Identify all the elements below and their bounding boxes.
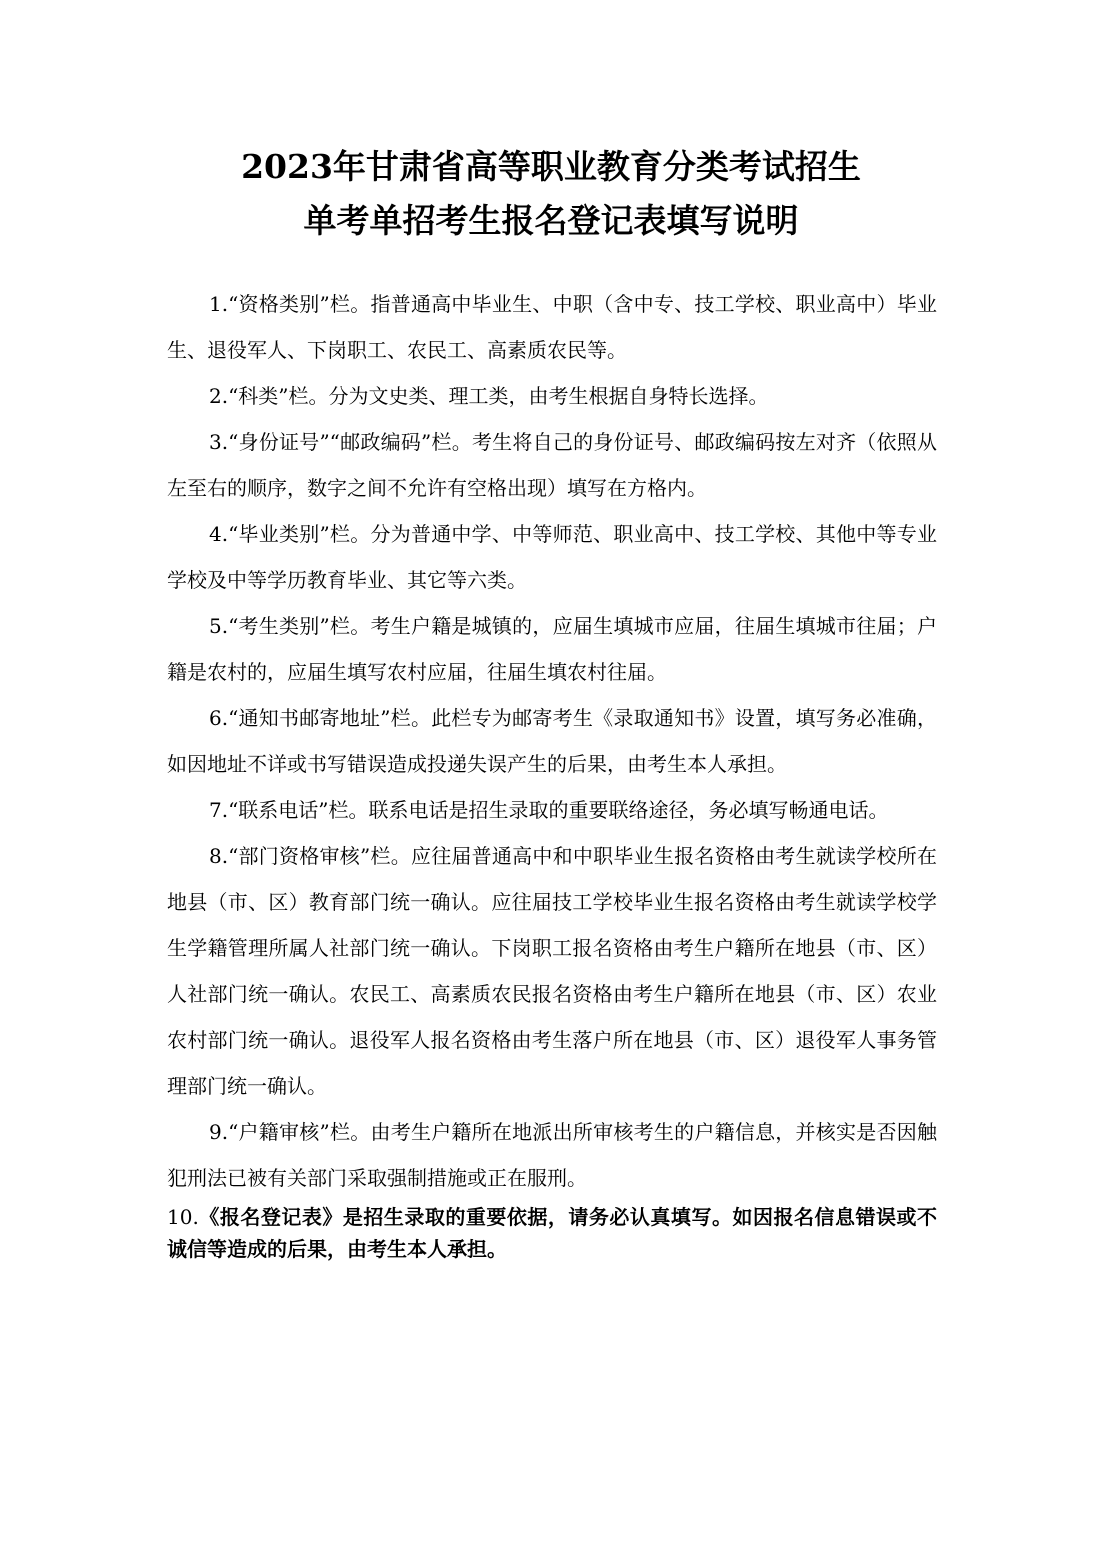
instruction-item-3: 3.“身份证号”“邮政编码”栏。考生将自己的身份证号、邮政编码按左对齐（依照从左至右的顺序，数字之间不允许有空格出现）填写在方格内。	[167, 430, 937, 500]
instructions-body	[167, 281, 937, 1265]
document-title	[0, 140, 1102, 248]
title-line-1: 2023年甘肃省高等职业教育分类考试招生	[241, 147, 861, 186]
instruction-item-1: 1.“资格类别”栏。指普通高中毕业生、中职（含中专、技工学校、职业高中）毕业生、退役军人、下岗职工、农民工、高素质农民等。	[167, 292, 937, 362]
instruction-item-9: 9.“户籍审核”栏。由考生户籍所在地派出所审核考生的户籍信息，并核实是否因触犯刑法已被有关部门采取强制措施或正在服刑。	[167, 1120, 937, 1190]
instruction-item-7: 7.“联系电话”栏。联系电话是招生录取的重要联络途径，务必填写畅通电话。	[209, 798, 889, 822]
instruction-item-10	[167, 1201, 937, 1265]
instruction-item-10-text: 《报名登记表》是招生录取的重要依据，请务必认真填写。如因报名信息错误或不诚信等造成的后果，由考生本人承担。	[167, 1205, 937, 1261]
instruction-item-4: 4.“毕业类别”栏。分为普通中学、中等师范、职业高中、技工学校、其他中等专业学校及中等学历教育毕业、其它等六类。	[167, 522, 937, 592]
instruction-item-2: 2.“科类”栏。分为文史类、理工类，由考生根据自身特长选择。	[209, 384, 769, 408]
instruction-item-10-number: 10.	[167, 1205, 199, 1229]
instruction-item-8: 8.“部门资格审核”栏。应往届普通高中和中职毕业生报名资格由考生就读学校所在地县（市、区）教育部门统一确认。应往届技工学校毕业生报名资格由考生就读学校学生学籍管理所属人社部门统一确认。下岗职工报名资格由考生户籍所在地县（市、区）人社部门统一确认。农民工、高素质农民报名资格由考生户籍所在地县（市、区）农业农村部门统一确认。退役军人报名资格由考生落户所在地县（市、区）退役军人事务管理部门统一确认。	[167, 844, 937, 1098]
title-line-2: 单考单招考生报名登记表填写说明	[303, 201, 799, 240]
instruction-item-5: 5.“考生类别”栏。考生户籍是城镇的，应届生填城市应届，往届生填城市往届；户籍是农村的，应届生填写农村应届，往届生填农村往届。	[167, 614, 937, 684]
instruction-item-6: 6.“通知书邮寄地址”栏。此栏专为邮寄考生《录取通知书》设置，填写务必准确，如因地址不详或书写错误造成投递失误产生的后果，由考生本人承担。	[167, 706, 937, 776]
